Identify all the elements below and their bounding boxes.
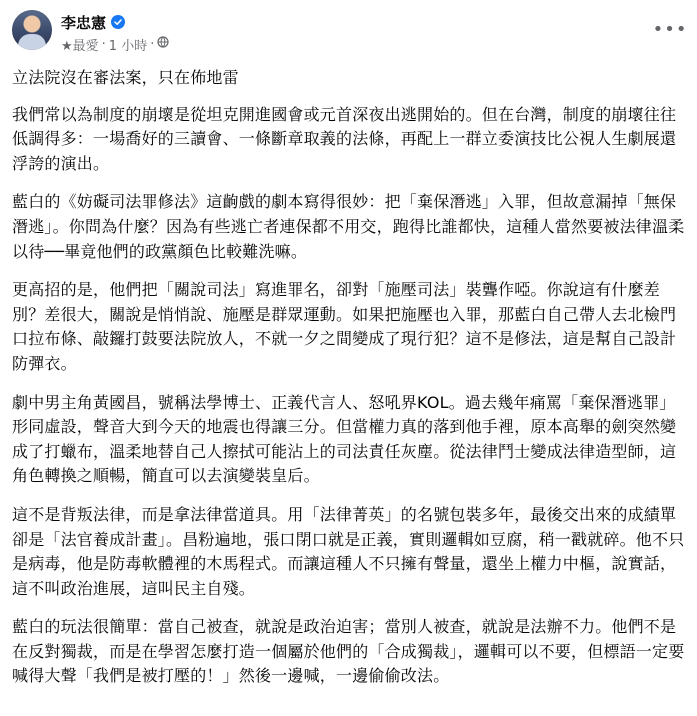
author-row (61, 12, 125, 32)
post-title: 立法院沒在審法案，只在佈地雷 (12, 68, 239, 87)
post-paragraph: 藍白的玩法很簡單：當自己被查，就說是政治迫害；當別人被查，就說是法辦不力。他們不是在反對獨裁，而是在學習怎麼打造一個屬於他們的「合成獨裁」，邏輯可以不要，但標語一定要喊得大聲「我們是被打壓的！」然後一邊喊，一邊偷偷改法。 (12, 617, 685, 686)
post-meta (61, 35, 172, 53)
avatar[interactable] (12, 10, 52, 50)
post-body (12, 66, 686, 703)
verified-badge-icon (111, 15, 125, 29)
meta-separator: · (150, 36, 155, 52)
author-name[interactable]: 李忠憲 (61, 13, 107, 32)
meta-separator: · (101, 36, 106, 52)
globe-icon (157, 36, 169, 52)
post-paragraph: 這不是背叛法律，而是拿法律當道具。用「法律菁英」的名號包裝多年，最後交出來的成績單卻是「法官養成計畫」。昌粉遍地，張口閉口就是正義，實則邏輯如豆腐，稍一戳就碎。他不只是病毒，他是防毒軟體裡的木馬程式。而讓這種人不只擁有聲量，還坐上權力中樞，說實話，這不叫政治進展，這叫民主自殘。 (12, 504, 685, 598)
post-paragraph: 更高招的是，他們把「關說司法」寫進罪名，卻對「施壓司法」裝聾作啞。你說這有什麼差別？差很大，關說是悄悄說、施壓是群眾運動。如果把施壓也入罪，那藍白自己帶人去北檢門口拉布條、敲鑼打鼓要法院放人，不就一夕之間變成了現行犯？這不是修法，這是幫自己設計防彈衣。 (12, 280, 677, 373)
post-time[interactable]: 1 小時 (108, 38, 148, 54)
post-paragraph: 藍白的《妨礙司法罪修法》這齣戲的劇本寫得很妙：把「棄保潛逃」入罪，但故意漏掉「無保潛逃」。你問為什麼？因為有些逃亡者連保都不用交，跑得比誰都快，這種人當然要被法律溫柔以待──畢竟他們的政黨顏色比較難洗嘛。 (12, 192, 685, 261)
favorite-label: ★最愛 (61, 38, 99, 54)
post-header (12, 10, 688, 60)
post-paragraph: 我們常以為制度的崩壞是從坦克開進國會或元首深夜出逃開始的。但在台灣，制度的崩壞往往低調得多：一場喬好的三讀會、一條斷章取義的法條，再配上一群立委演技比公視人生劇展還浮誇的演出。 (12, 104, 677, 173)
post-paragraph: 劇中男主角黃國昌，號稱法學博士、正義代言人、怒吼界KOL。過去幾年痛罵「棄保潛逃罪」形同虛設，聲音大到今天的地震也得讓三分。但當權力真的落到他手裡，原本高舉的劍突然變成了打蠟布，溫柔地替自己人擦拭可能沾上的司法責任灰塵。從法律鬥士變成法律造型師，這角色轉換之順暢，簡直可以去演變裝皇后。 (12, 392, 677, 486)
more-options-icon[interactable]: ••• (652, 18, 688, 40)
